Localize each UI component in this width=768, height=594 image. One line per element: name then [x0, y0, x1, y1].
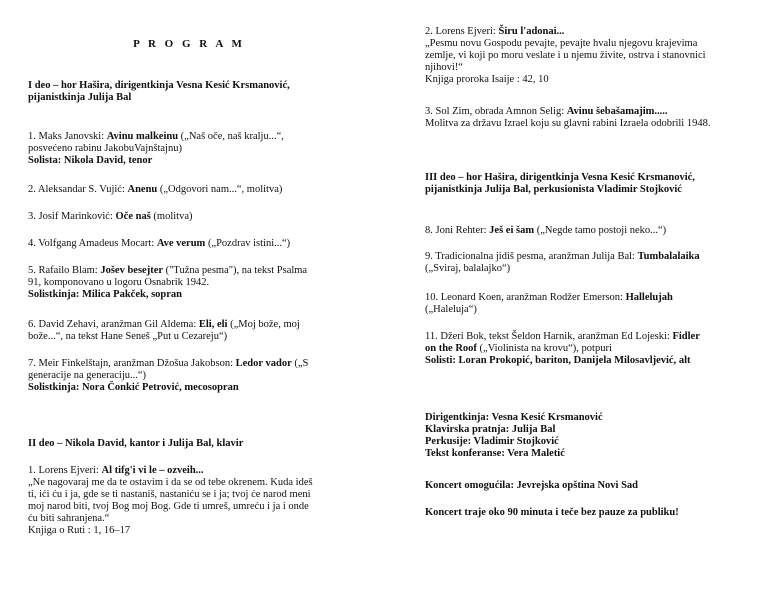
scripture-reference: Knjiga proroka Isaije : 42, 10 — [425, 74, 549, 85]
program-item-4: 4. Volfgang Amadeus Mocart: Ave verum („Pozdrav istini...“) — [28, 238, 291, 249]
piece-title: Avinu malkeinu — [106, 131, 179, 142]
section-1-heading: I deo – hor Hašira, dirigentkinja Vesna Kesić Krsmanović, pijanistkinja Julija Bal — [28, 80, 290, 103]
quote-line: moj narod biti, tvoj Bog moj Bog. Gde ti umreš, umreću i ja i onde — [28, 501, 309, 512]
quote-line: zemlje, vi koji po moru veslate i u njemu živite, ostrva i stanovnici — [425, 50, 706, 61]
soloist: Solista: Nikola David, tenor — [28, 155, 153, 166]
section-3-heading: III deo – hor Hašira, dirigentkinja Vesna Kesić Krsmanović, pijanistkinja Julija Bal, perkusionista Vladimir Stojković — [425, 172, 695, 195]
piece-title: Fidler — [672, 331, 700, 342]
program-item-2: 2. Aleksandar S. Vujić: Anenu („Odgovori nam...“, molitva) — [28, 184, 283, 195]
piece-title: Ledor vador — [235, 358, 292, 369]
quote-line: ti, ići ću i ja, gde se ti nastaniš, nastaniću se i ja; tvoj će narod meni — [28, 489, 311, 500]
program-item-9: 9. Tradicionalna jidiš pesma, aranžman Julija Bal: Tumbalalaika („Sviraj, balalajko“) — [425, 251, 700, 274]
program-item-11: 11. Džeri Bok, tekst Šeldon Harnik, aranžman Ed Lojeski: Fidler on the Roof („Violinista na krovu“), potpuri Solisti: Loran Prokopić, bariton, Danijela Milosavljević, alt — [425, 331, 745, 367]
concert-support: Koncert omogućila: Jevrejska opština Novi Sad — [425, 480, 639, 491]
quote-line: „Pesmu novu Gospodu pevajte, pevajte hvalu njegovu krajevima — [425, 38, 698, 49]
soloist: Solistkinja: Milica Pakček, sopran — [28, 289, 183, 300]
soloist: Solisti: Loran Prokopić, bariton, Danijela Milosavljević, alt — [425, 355, 691, 366]
quote-line: ću biti sahranjena.“ — [28, 513, 110, 524]
section-2-item-3: 3. Sol Zim, obrada Amnon Selig: Avinu šebašamajim..... Molitva za državu Izrael koju su glavni rabini Izraela odobrili 1948. — [425, 106, 711, 129]
credits — [425, 412, 745, 460]
program-item-3: 3. Josif Marinković: Oče naš (molitva) — [28, 211, 193, 222]
program-item-7: 7. Meir Finkelštajn, aranžman Džošua Jakobson: Ledor vador („S generacije na generaciju...“) Solistkinja: Nora Čonkić Petrović, mecosopran — [28, 358, 350, 394]
quote-line: njihovi!“ — [425, 62, 463, 73]
scripture-reference: Knjiga o Ruti : 1, 16–17 — [28, 525, 131, 536]
program-title: P R O G R A M — [133, 38, 245, 50]
piece-title: Širu l'adonai... — [498, 26, 565, 37]
piece-title: Eli, eli — [198, 319, 228, 330]
section-2-item-1: 1. Lorens Ejveri: Al tifg'i vi le – ozveih... „Ne nagovaraj me da te ostavim i da se od tebe okrenem. Kuda ideš ti, ići ću i ja, gde se ti nastaniš, nastaniću se i ja; tvoj će narod meni moj narod biti, tvoj Bog moj Bog. Gde ti umreš, umreću i ja i onde ću biti sahranjena.“ Knjiga o Ruti : 1, 16–17 — [28, 465, 350, 537]
credit-line: Dirigentkinja: Vesna Kesić Krsmanović — [425, 412, 603, 423]
piece-title: Anenu — [127, 184, 158, 195]
section-2-heading: II deo – Nikola David, kantor i Julija Bal, klavir — [28, 438, 244, 449]
concert-duration-note: Koncert traje oko 90 minuta i teče bez pauze za publiku! — [425, 507, 679, 518]
credit-line: Perkusije: Vladimir Stojković — [425, 436, 559, 447]
program-item-6: 6. David Zehavi, aranžman Gil Aldema: Eli, eli („Moj bože, moj bože...“, na tekst Hane Seneš „Put u Cezareju“) — [28, 319, 300, 342]
piece-title: Jošev besejter — [100, 265, 164, 276]
program-item-10: 10. Leonard Koen, aranžman Rodžer Emerson: Hallelujah („Haleluja“) — [425, 292, 673, 315]
piece-title: Avinu šebašamajim..... — [566, 106, 668, 117]
section-2-item-2: 2. Lorens Ejveri: Širu l'adonai... „Pesmu novu Gospodu pevajte, pevajte hvalu njegovu krajevima zemlje, vi koji po moru veslate i u njemu živite, ostrva i stanovnici njihovi!“ Knjiga proroka Isaije : 42, 10 — [425, 26, 745, 86]
piece-title: Al tifg'i vi le – ozveih... — [101, 465, 204, 476]
piece-title: Oče naš — [115, 211, 151, 222]
piece-title: Tumbalalaika — [637, 251, 700, 262]
quote-line: „Ne nagovaraj me da te ostavim i da se od tebe okrenem. Kuda ideš — [28, 477, 313, 488]
credit-line: Tekst konferanse: Vera Maletić — [425, 448, 565, 459]
program-item-1: 1. Maks Janovski: Avinu malkeinu („Naš oče, naš kralju...“, posvećeno rabinu JakobuVajnštajnu) Solista: Nikola David, tenor — [28, 131, 350, 167]
program-item-8: 8. Joni Rehter: Ješ ei šam („Negde tamo postoji neko...“) — [425, 225, 667, 236]
program-item-5: 5. Rafailo Blam: Jošev besejter ("Tužna pesma"), na tekst Psalma 91, komponovano u logoru Osnabrik 1942. Solistkinja: Milica Pakček, sopran — [28, 265, 350, 301]
piece-title: Hallelujah — [625, 292, 673, 303]
piece-title: Ave verum — [156, 238, 206, 249]
credit-line: Klavirska pratnja: Julija Bal — [425, 424, 556, 435]
piece-title: Ješ ei šam — [489, 225, 535, 236]
soloist: Solistkinja: Nora Čonkić Petrović, mecosopran — [28, 382, 239, 393]
